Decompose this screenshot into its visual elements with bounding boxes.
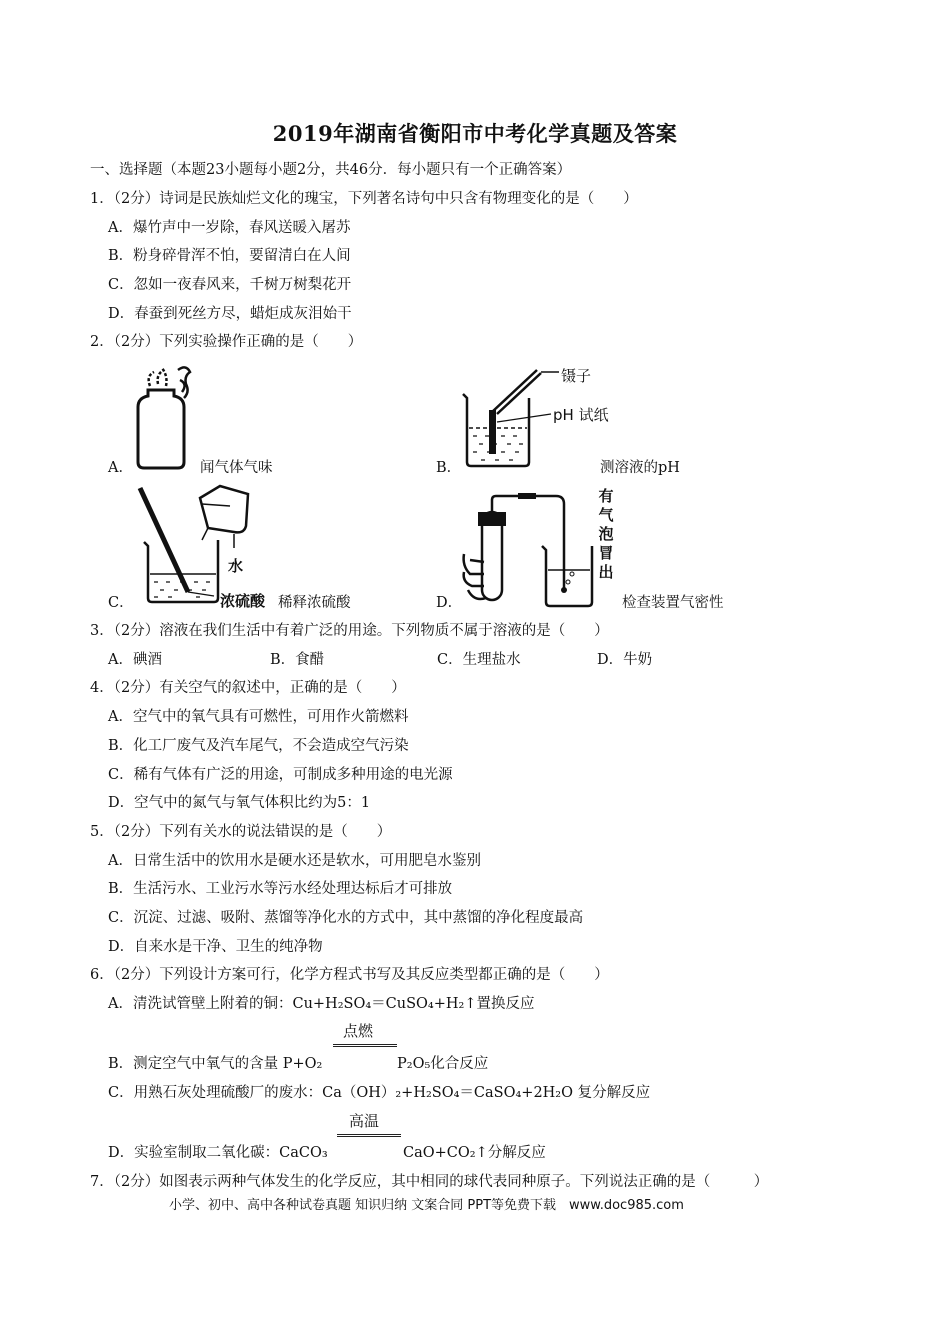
q1-option-a: A．爆竹声中一岁除，春风送暖入屠苏 [108,220,351,236]
q3-option-d: D．牛奶 [597,652,653,668]
label-conc-acid: 浓硫酸 [220,592,266,610]
q2-option-a-letter: A． [108,460,133,476]
question-5-stem: 5．（2分）下列有关水的说法错误的是（ ） [90,824,392,840]
label-water: 水 [228,557,244,575]
q4-option-a: A．空气中的氧气具有可燃性，可用作火箭燃料 [108,709,409,725]
q5-option-d: D．自来水是干净、卫生的纯净物 [108,939,323,955]
label-bubbles [596,487,616,582]
question-6-stem: 6．（2分）下列设计方案可行，化学方程式书写及其反应类型都正确的是（ ） [90,967,609,983]
label-bubbles-5: 出 [598,563,614,581]
q2-option-c-caption: 稀释浓硫酸 [278,595,351,611]
q4-option-d: D．空气中的氮气与氧气体积比约为5：1 [108,795,371,811]
q3-option-c: C．生理盐水 [437,652,521,668]
label-bubbles-1: 有 [598,487,614,505]
q2-option-d-caption: 检查装置气密性 [622,595,724,611]
section-header: 一、选择题（本题23小题每小题2分，共46分．每小题只有一个正确答案） [90,162,572,178]
question-3-stem: 3．（2分）溶液在我们生活中有着广泛的用途。下列物质不属于溶液的是（ ） [90,623,609,639]
question-4-stem: 4．（2分）有关空气的叙述中，正确的是（ ） [90,680,406,696]
q6-option-b-right: P₂O₅化合反应 [397,1056,489,1072]
label-tweezers: 镊子 [561,367,592,385]
q2-option-a-caption: 闻气体气味 [200,460,273,476]
q6-option-c: C．用熟石灰处理硫酸厂的废水：Ca（OH）₂+H₂SO₄＝CaSO₄+2H₂O 复分解反应 [108,1085,651,1101]
q5-option-b: B．生活污水、工业污水等污水经处理达标后才可排放 [108,881,453,897]
question-7-stem: 7．（2分）如图表示两种气体发生的化学反应，其中相同的球代表同种原子。下列说法正确的是（ ） [90,1174,769,1190]
q2-option-b-caption: 测溶液的pH [600,460,680,476]
q3-option-b: B．食醋 [270,652,325,668]
page-title: 2019年湖南省衡阳市中考化学真题及答案 [272,121,678,146]
label-bubbles-4: 冒 [598,544,614,562]
q6-option-a: A．清洗试管壁上附着的铜：Cu+H₂SO₄＝CuSO₄+H₂↑置换反应 [108,996,535,1012]
q5-option-c: C．沉淀、过滤、吸附、蒸馏等净化水的方式中，其中蒸馏的净化程度最高 [108,910,584,926]
q6-d-reaction-bar [337,1134,401,1137]
page-footer: 小学、初中、高中各种试卷真题 知识归纳 文案合同 PPT等免费下载 www.doc985.com [169,1198,684,1213]
q2-option-b-letter: B． [436,460,462,476]
question-2-stem: 2．（2分）下列实验操作正确的是（ ） [90,334,363,350]
label-ph-paper: pH 试纸 [553,406,609,424]
label-bubbles-3: 泡 [598,525,614,543]
q5-option-a: A．日常生活中的饮用水是硬水还是软水，可用肥皂水鉴别 [108,853,481,869]
q6-option-b-left: B．测定空气中氧气的含量 P+O₂ [108,1056,323,1072]
figure-smell-gas [128,362,218,472]
q4-option-b: B．化工厂废气及汽车尾气，不会造成空气污染 [108,738,409,754]
q6-option-d-left: D．实验室制取二氧化碳：CaCO₃ [108,1145,328,1161]
q4-option-c: C．稀有气体有广泛的用途，可制成多种用途的电光源 [108,767,453,783]
q1-option-c: C．忽如一夜春风来，千树万树梨花开 [108,277,352,293]
q2-option-d-letter: D． [436,595,463,611]
q1-option-b: B．粉身碎骨浑不怕，要留清白在人间 [108,248,351,264]
label-bubbles-2: 气 [598,506,614,524]
q6-b-reaction-bar [333,1044,397,1047]
figure-airtightness [460,490,600,610]
q1-option-d: D．春蚕到死丝方尽，蜡炬成灰泪始干 [108,306,352,322]
q6-b-condition: 点燃 [343,1022,374,1040]
q6-d-condition: 高温 [349,1112,380,1130]
question-1-stem: 1．（2分）诗词是民族灿烂文化的瑰宝，下列著名诗句中只含有物理变化的是（ ） [90,191,638,207]
q6-option-d-right: CaO+CO₂↑分解反应 [403,1145,546,1161]
q3-option-a: A．碘酒 [108,652,162,668]
q2-option-c-letter: C． [108,595,134,611]
